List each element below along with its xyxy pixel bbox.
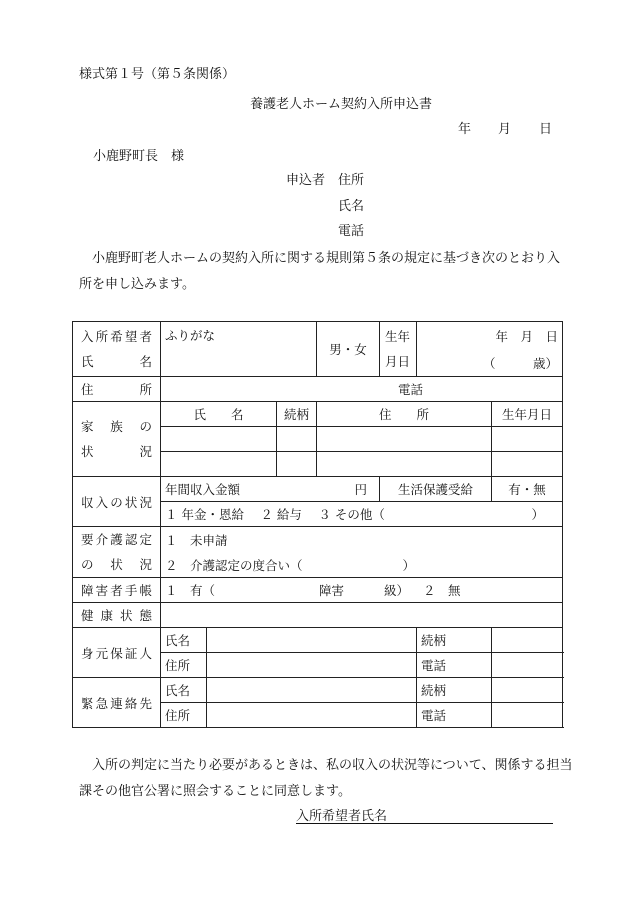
health-field[interactable] [161,603,563,628]
family-relation-cell[interactable] [277,427,317,452]
signature-label: 入所希望者氏名 [296,809,388,824]
emergency-name-label: 氏名 [161,678,207,703]
birth-label: 生年 月日 [380,322,417,377]
guarantor-name-field[interactable] [207,628,417,653]
guarantor-tel-label: 電話 [417,653,492,678]
care-option-level[interactable]: ２ 介護認定の度合い（ ） [161,552,563,578]
family-label: 家 族 の 状 況 [73,402,161,477]
furigana-label: ふりがな [165,328,216,343]
guarantor-relation-field[interactable] [492,628,563,653]
consent-text: 入所の判定に当たり必要があるときは、私の収入の状況等について、関係する担当課その他官公署に照会することに同意します。 [79,758,573,799]
guarantor-tel-field[interactable] [492,653,563,678]
emergency-address-field[interactable] [207,703,417,728]
emergency-label: 緊急連絡先 [73,678,161,728]
guarantor-label: 身元保証人 [73,628,161,678]
guarantor-address-label: 住所 [161,653,207,678]
family-birth-cell[interactable] [492,427,563,452]
furigana-field[interactable] [161,322,317,377]
annual-income-label: 年間収入金額 [165,482,241,497]
care-label: 要介護認定 の 状 況 [73,527,161,578]
welfare-label: 生活保護受給 [380,477,492,502]
date-year: 年 [458,122,472,137]
family-col-address: 住 所 [317,402,492,427]
care-option-unapplied[interactable]: １ 未申請 [161,527,563,553]
application-table [72,321,563,728]
health-label: 健康状態 [73,603,161,628]
date-day: 日 [539,122,553,137]
age-field[interactable]: （ 歳） [417,349,563,377]
emergency-tel-label: 電話 [417,703,492,728]
disability-label: 障害者手帳 [73,578,161,603]
hopeful-label: 入所希望者 氏 名 [73,322,161,377]
family-birth-cell[interactable] [492,452,563,477]
form-number: 様式第１号（第５条関係） [79,67,236,82]
guarantor-address-field[interactable] [207,653,417,678]
disability-field[interactable]: １ 有（ 障害 級） ２ 無 [161,578,563,603]
family-col-birth: 生年月日 [492,402,563,427]
date-month: 月 [498,122,512,137]
welfare-select[interactable]: 有・無 [492,477,563,502]
income-types-field[interactable]: １ 年金・恩給 ２ 給与 ３ その他（ ） [161,502,563,527]
applicant-name-label: 氏名 [338,199,365,214]
family-relation-cell[interactable] [277,452,317,477]
family-col-relation: 続柄 [277,402,317,427]
income-label: 収入の状況 [73,477,161,527]
annual-income-field[interactable] [161,477,380,502]
family-address-cell[interactable] [317,427,492,452]
family-address-cell[interactable] [317,452,492,477]
address-field[interactable] [161,377,563,402]
sex-select[interactable]: 男・女 [317,322,380,377]
page-title: 養護老人ホーム契約入所申込書 [249,97,432,112]
birth-date-field[interactable]: 年 月 日 [417,322,563,350]
recipient: 小鹿野町長 様 [93,149,185,164]
emergency-relation-field[interactable] [492,678,563,703]
family-name-cell[interactable] [161,452,277,477]
emergency-address-label: 住所 [161,703,207,728]
income-types: １ 年金・恩給 ２ 給与 ３ その他（ [165,507,385,522]
emergency-name-field[interactable] [207,678,417,703]
intro-text: 小鹿野町老人ホームの契約入所に関する規則第５条の規定に基づき次のとおり入所を申し込みます。 [79,251,561,292]
emergency-relation-label: 続柄 [417,678,492,703]
applicant-tel-label: 電話 [338,224,365,239]
family-name-cell[interactable] [161,427,277,452]
applicant-address-label: 住所 [338,173,365,188]
emergency-tel-field[interactable] [492,703,563,728]
tel-label: 電話 [398,382,424,397]
family-col-name: 氏 名 [161,402,277,427]
yen-label: 円 [354,482,367,497]
address-label: 住 所 [73,377,161,402]
signature-line[interactable] [296,823,553,824]
applicant-label: 申込者 [286,173,326,188]
guarantor-name-label: 氏名 [161,628,207,653]
guarantor-relation-label: 続柄 [417,628,492,653]
